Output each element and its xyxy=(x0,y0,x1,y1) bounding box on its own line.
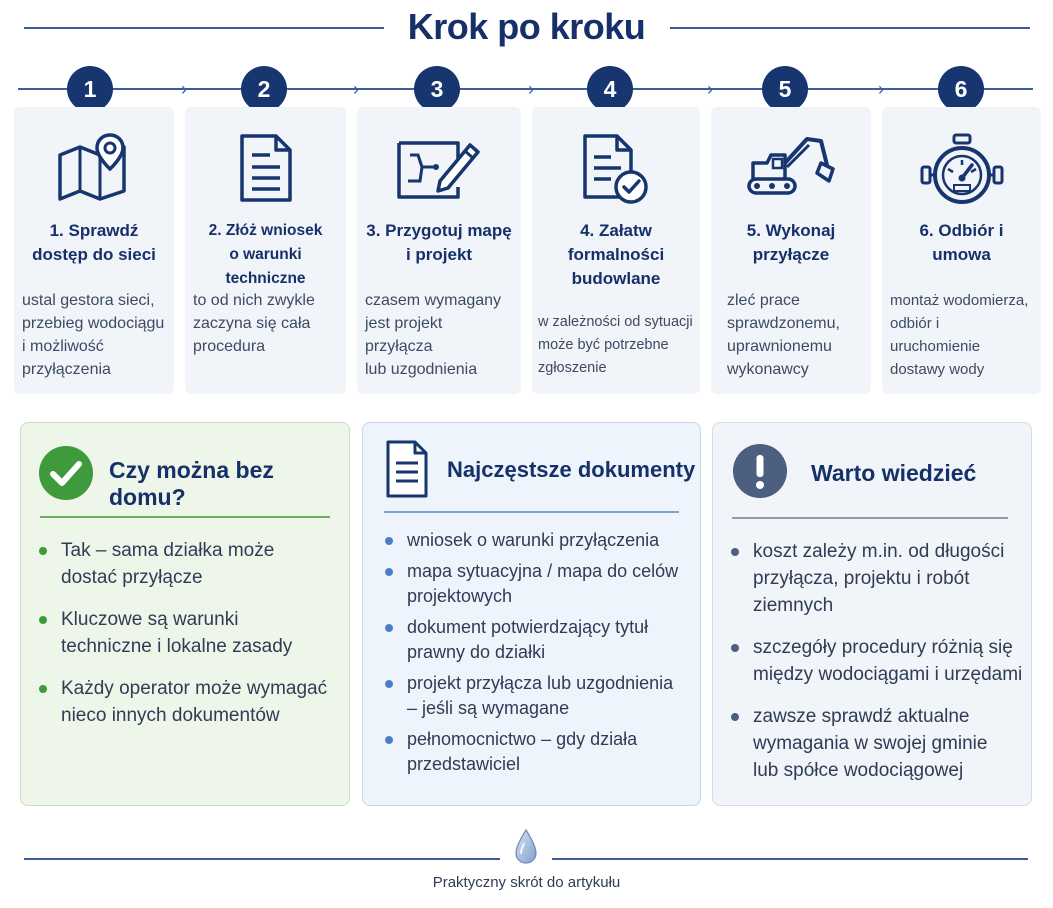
water-drop-icon xyxy=(513,828,539,866)
step-number-4: 4 xyxy=(587,66,633,112)
bullet-item xyxy=(37,606,341,660)
step-card-1 xyxy=(14,107,174,394)
step-description-line: dostawy wody xyxy=(890,361,985,378)
bullet-line: techniczne i lokalne zasady xyxy=(61,636,293,657)
chevron-right-icon: › xyxy=(353,79,359,99)
step-description-line: zleć prace xyxy=(727,292,800,309)
water-meter-icon xyxy=(882,133,1041,205)
step-description-line: wykonawcy xyxy=(727,361,809,378)
title-row xyxy=(0,0,1053,56)
bullet-dot xyxy=(39,616,47,624)
step-description-line: i możliwość xyxy=(22,338,104,355)
bullet-dot xyxy=(385,568,393,576)
footer-rule-left xyxy=(24,858,500,860)
step-title-line: 3. Przygotuj mapę xyxy=(366,221,512,240)
bullet-dot xyxy=(385,680,393,688)
step-title-line: 2. Złóż wniosek xyxy=(208,222,323,239)
map-pencil-icon xyxy=(357,133,521,205)
bullet-line: przedstawiciel xyxy=(407,754,521,774)
bullet-item xyxy=(37,675,341,729)
step-description xyxy=(22,289,166,381)
chevron-right-icon: › xyxy=(707,79,713,99)
bullet-item xyxy=(383,727,695,777)
step-number-5: 5 xyxy=(762,66,808,112)
document-icon xyxy=(385,439,429,499)
step-number-2: 2 xyxy=(241,66,287,112)
bullet-line: dokument potwierdzający tytuł xyxy=(407,617,649,637)
step-title xyxy=(193,219,338,291)
panel-divider xyxy=(384,511,679,513)
step-title xyxy=(890,219,1033,267)
bullet-line: zawsze sprawdź aktualne xyxy=(753,706,970,727)
step-description-line: przyłączenia xyxy=(22,361,111,378)
step-title-line: 1. Sprawdź xyxy=(49,221,139,240)
step-description-line: uprawnionemu xyxy=(727,338,832,355)
step-description-line: sprawdzonemu, xyxy=(727,315,840,332)
bullet-dot xyxy=(731,548,739,556)
bullet-item xyxy=(729,538,1029,619)
panel-documents xyxy=(362,422,701,806)
step-card-2 xyxy=(185,107,346,394)
bullet-item xyxy=(729,703,1029,784)
map-pin-icon xyxy=(14,133,174,205)
bullet-item xyxy=(37,537,341,591)
step-title-line: dostęp do sieci xyxy=(32,245,156,264)
step-title-line: i projekt xyxy=(405,245,473,264)
title-rule-right xyxy=(670,27,1030,29)
excavator-icon xyxy=(711,133,871,205)
step-description-line: zgłoszenie xyxy=(538,360,607,376)
bullet-dot xyxy=(39,685,47,693)
bullet-line: przyłącza, projektu i robót xyxy=(753,568,970,589)
panel-title: Warto wiedzieć xyxy=(811,460,977,486)
panel-divider xyxy=(40,516,330,518)
bullet-line: wymagania w swojej gminie xyxy=(753,733,988,754)
step-title-line: 5. Wykonaj xyxy=(746,221,836,240)
step-description-line: montaż wodomierza, xyxy=(890,292,1029,309)
step-description xyxy=(538,311,696,380)
step-title-line: 4. Załatw xyxy=(580,221,652,240)
step-description-line: w zależności od sytuacji xyxy=(538,314,693,330)
bullet-line: prawny do działki xyxy=(407,642,546,662)
step-description xyxy=(193,289,338,358)
bullet-item xyxy=(383,559,695,609)
step-description xyxy=(715,289,847,381)
step-description-line: lub uzgodnienia xyxy=(365,361,478,378)
panel-good-to-know xyxy=(712,422,1032,806)
step-title-line: formalności xyxy=(567,245,665,264)
bullet-line: Tak – sama działka może xyxy=(61,540,275,561)
bullet-line: nieco innych dokumentów xyxy=(61,705,280,726)
panel-bullet-list xyxy=(729,538,1029,799)
bullet-item xyxy=(383,671,695,721)
step-title-line: budowlane xyxy=(571,269,661,288)
bullet-line: Każdy operator może wymagać xyxy=(61,678,328,699)
bullet-line: Kluczowe są warunki xyxy=(61,609,239,630)
step-description-line: ustal gestora sieci, xyxy=(22,292,155,309)
bullet-dot xyxy=(385,624,393,632)
bullet-line: dostać przyłącze xyxy=(61,567,203,588)
bullet-item xyxy=(729,634,1029,688)
step-description xyxy=(365,289,513,381)
panel-title: Czy można bez domu? xyxy=(109,457,274,510)
step-card-4 xyxy=(532,107,700,394)
step-card-6 xyxy=(882,107,1041,394)
bullet-line: szczegóły procedury różnią się xyxy=(753,637,1013,658)
bullet-line: między wodociągami i urzędami xyxy=(753,664,1023,685)
step-title xyxy=(22,219,166,267)
panel-divider xyxy=(732,517,1008,519)
step-title-line: przyłącze xyxy=(752,245,830,264)
step-description-line: to od nich zwykle xyxy=(193,292,315,309)
bullet-dot xyxy=(731,644,739,652)
check-circle-icon xyxy=(38,445,94,501)
bullet-line: wniosek o warunki przyłączenia xyxy=(407,530,660,550)
step-description-line: może być potrzebne xyxy=(538,337,669,353)
chevron-right-icon: › xyxy=(181,79,187,99)
chevron-right-icon: › xyxy=(528,79,534,99)
panel-without-house xyxy=(20,422,350,806)
step-title xyxy=(540,219,692,291)
step-card-3 xyxy=(357,107,521,394)
bullet-line: – jeśli są wymagane xyxy=(407,698,570,718)
step-title-line: 6. Odbiór i umowa xyxy=(919,221,1004,264)
step-description xyxy=(890,289,1033,381)
step-number-1: 1 xyxy=(67,66,113,112)
step-description-line: jest projekt przyłącza xyxy=(365,315,443,355)
bullet-line: lub spółce wodociągowej xyxy=(753,760,964,781)
step-title xyxy=(365,219,513,267)
chevron-right-icon: › xyxy=(878,79,884,99)
bullet-dot xyxy=(385,537,393,545)
bullet-line: pełnomocnictwo – gdy działa xyxy=(407,729,638,749)
bullet-dot xyxy=(39,547,47,555)
bullet-line: ziemnych xyxy=(753,595,834,616)
bullet-line: mapa sytuacyjna / mapa do celów xyxy=(407,561,679,581)
step-description-line: odbiór i uruchomienie xyxy=(890,315,981,355)
step-card-5 xyxy=(711,107,871,394)
step-title xyxy=(719,219,863,267)
page-title: Krok po kroku xyxy=(407,6,646,47)
step-title-line: o warunki techniczne xyxy=(225,246,306,287)
step-description-line: przebieg wodociągu xyxy=(22,315,165,332)
bullet-line: projekt przyłącza lub uzgodnienia xyxy=(407,673,674,693)
step-number-3: 3 xyxy=(414,66,460,112)
panel-bullet-list xyxy=(37,537,341,744)
bullet-line: koszt zależy m.in. od długości xyxy=(753,541,1005,562)
document-check-icon xyxy=(532,133,700,205)
bullet-dot xyxy=(731,713,739,721)
bullet-item xyxy=(383,528,695,553)
bullet-line: projektowych xyxy=(407,586,513,606)
bullet-dot xyxy=(385,736,393,744)
footer-caption: Praktyczny skrót do artykułu xyxy=(432,874,621,891)
exclamation-circle-icon xyxy=(732,443,788,499)
bullet-item xyxy=(383,615,695,665)
step-number-6: 6 xyxy=(938,66,984,112)
document-icon xyxy=(185,133,346,205)
step-description-line: czasem wymagany xyxy=(365,292,502,309)
footer-rule-right xyxy=(552,858,1028,860)
step-description-line: procedura xyxy=(193,338,266,355)
panel-bullet-list xyxy=(383,528,695,783)
step-description-line: zaczyna się cała xyxy=(193,315,311,332)
panel-title: Najczęstsze dokumenty xyxy=(447,457,696,482)
